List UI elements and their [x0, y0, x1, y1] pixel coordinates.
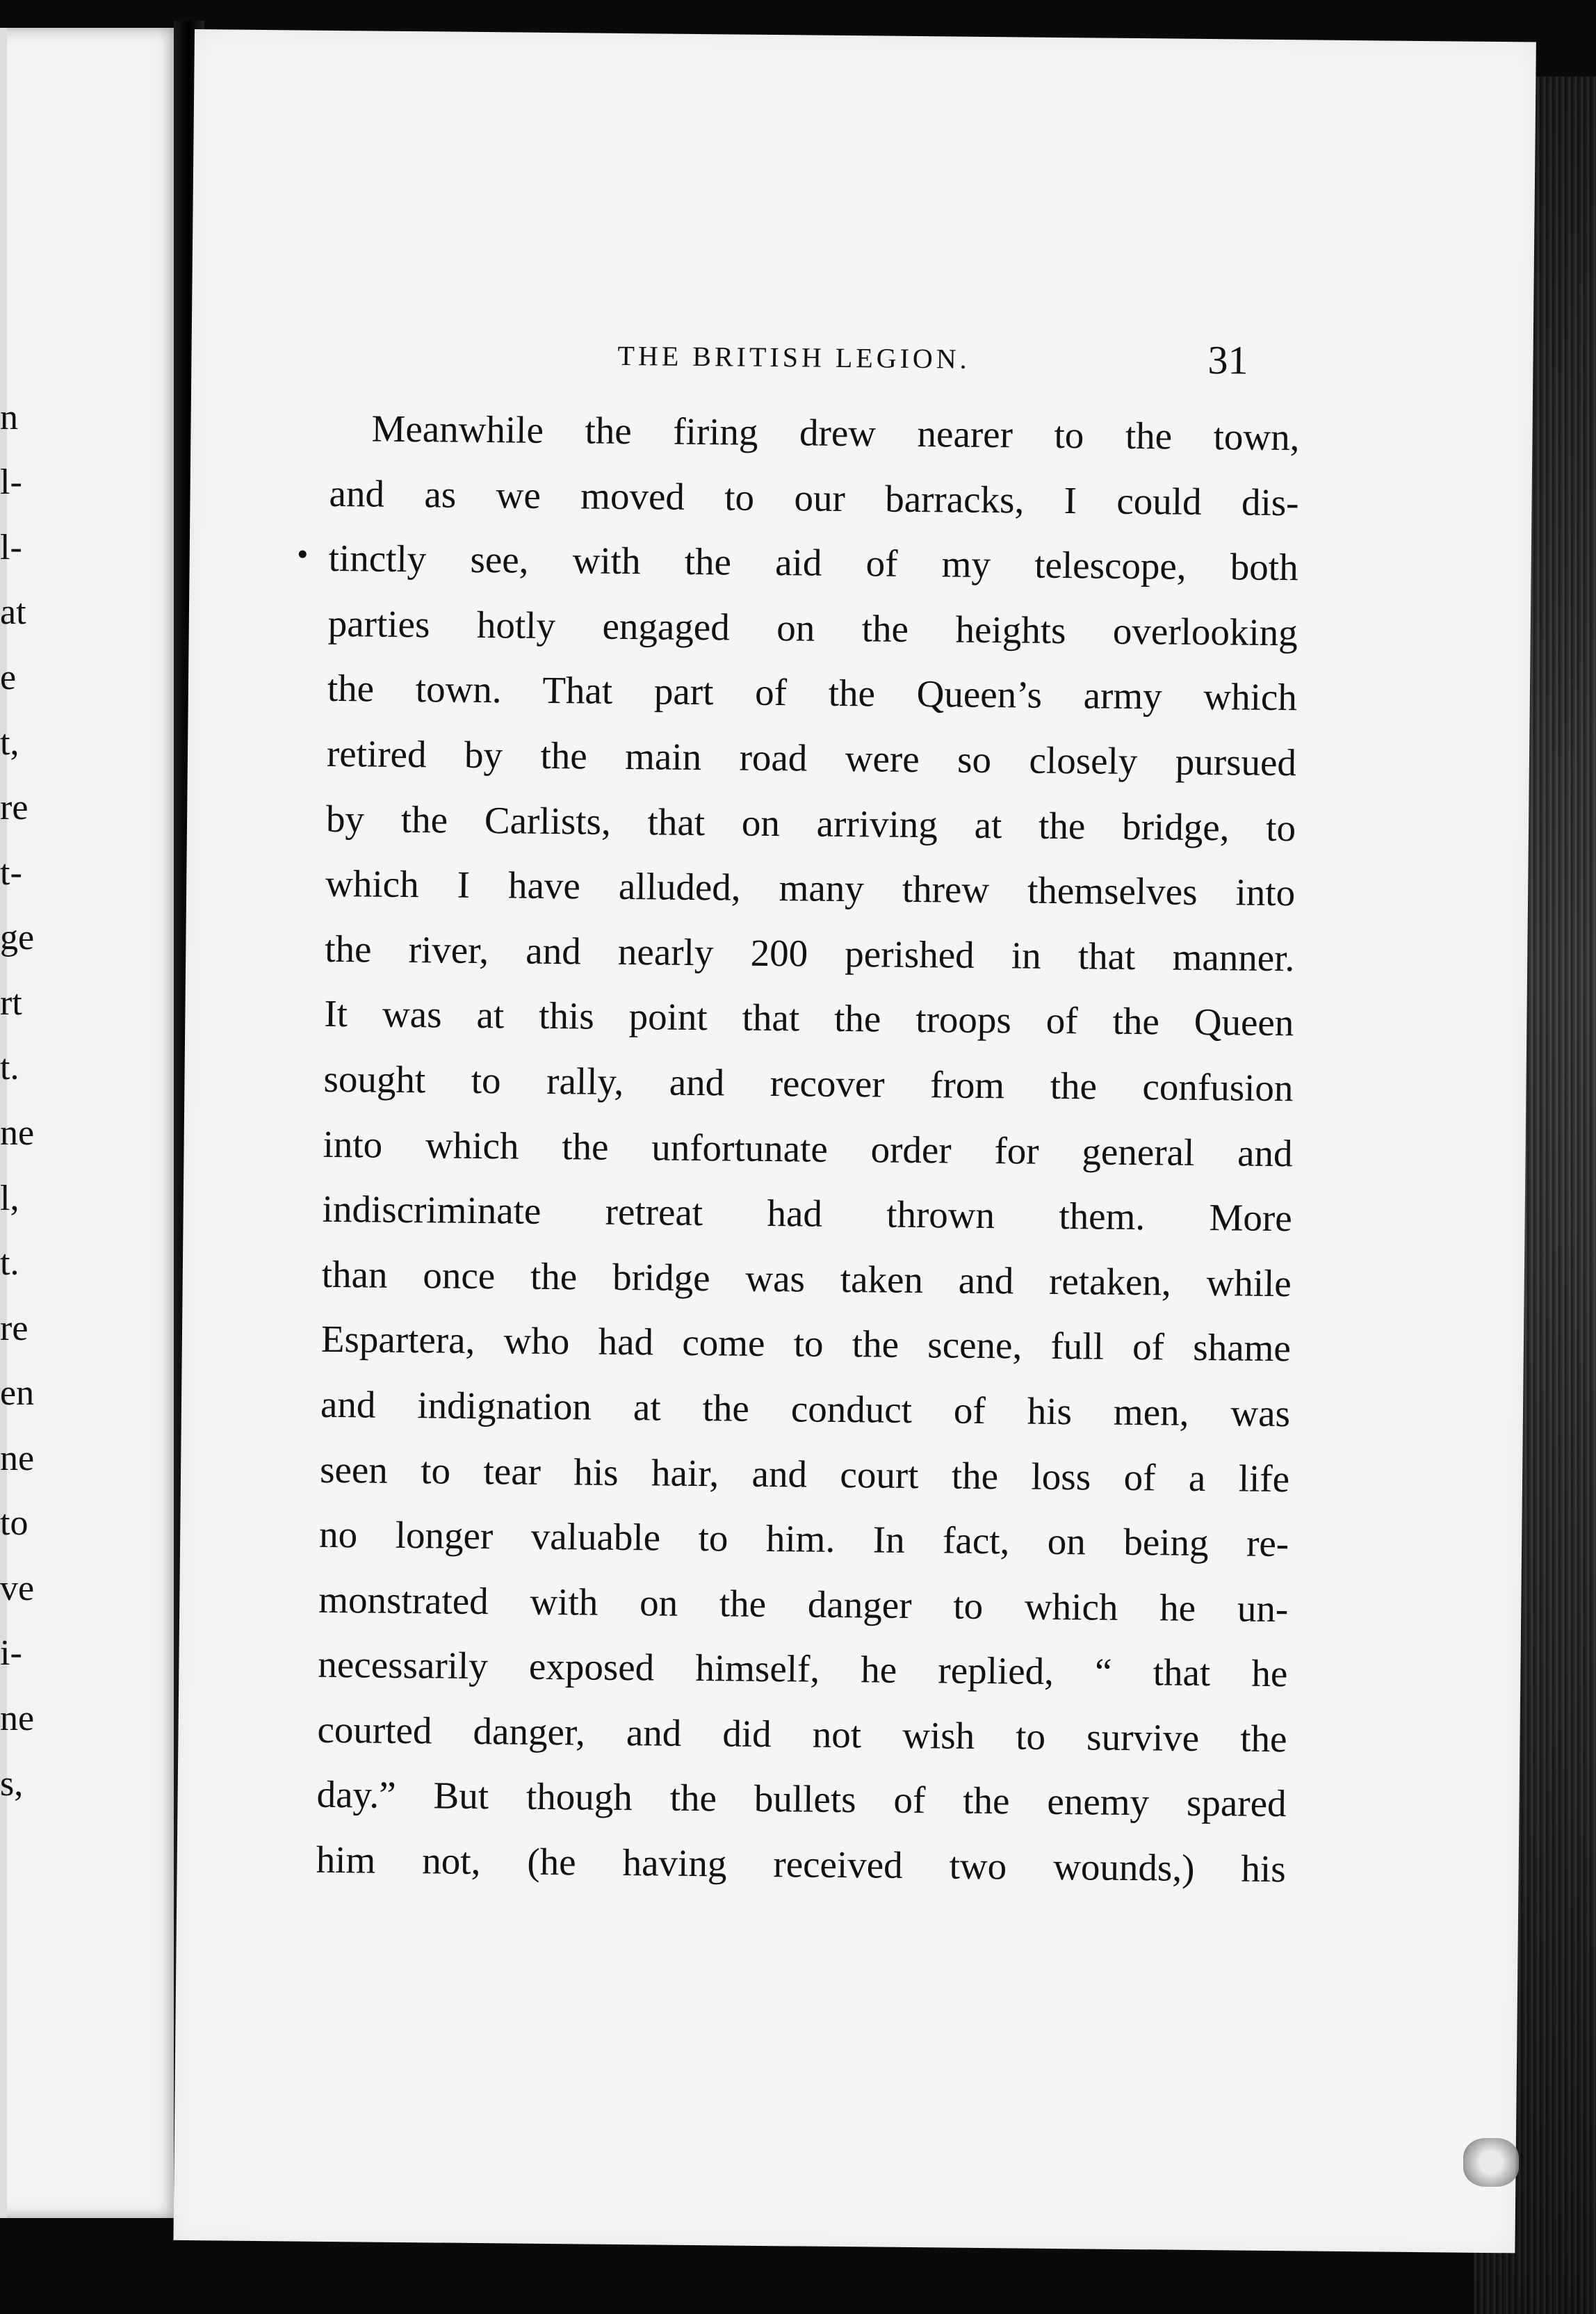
left-page-fragment: e: [0, 658, 17, 697]
text-line: monstrated with on the danger to which he un-: [318, 1578, 1289, 1630]
body-text: [316, 396, 1300, 1902]
left-page-fragment: re: [0, 1309, 28, 1348]
left-page-fragment: ge: [0, 918, 35, 957]
left-page-fragment: i-: [0, 1633, 22, 1673]
text-line: the river, and nearly 200 perished in that manner.: [325, 927, 1295, 979]
page-number: 31: [1207, 337, 1248, 383]
text-line: retired by the main road were so closely pursued: [326, 731, 1297, 784]
left-page-fragment: ne: [0, 1113, 35, 1153]
margin-mark: [299, 550, 307, 558]
left-page-fragment: ne: [0, 1439, 35, 1478]
left-page-fragment: rt: [0, 983, 22, 1023]
left-page-fragment: t,: [0, 723, 19, 763]
left-page-fragment: en: [0, 1373, 35, 1413]
left-page-fragment: t.: [0, 1243, 19, 1283]
left-page-fragment: to: [0, 1503, 28, 1543]
left-page-fragment: s,: [0, 1764, 24, 1804]
text-line: tinctly see, with the aid of my telescope, both: [328, 537, 1298, 589]
text-line: than once the bridge was taken and retaken, while: [321, 1252, 1292, 1304]
text-line: day.” But though the bullets of the enemy spared: [316, 1773, 1287, 1825]
left-page-fragment: at: [0, 592, 26, 632]
left-page-fragment: l,: [0, 1179, 19, 1218]
facing-page-left: [0, 28, 184, 2218]
text-line: necessarily exposed himself, he replied, “ that he: [318, 1643, 1288, 1695]
text-line: into which the unfortunate order for general and: [323, 1122, 1293, 1174]
text-line: parties hotly engaged on the heights overlooking: [327, 601, 1298, 654]
running-head: THE BRITISH LEGION.: [617, 339, 970, 375]
left-page-fragment: ve: [0, 1569, 35, 1608]
left-page-fragment: ne: [0, 1699, 35, 1738]
text-line: Meanwhile the firing drew nearer to the town,: [371, 407, 1300, 459]
left-page-fragment: l-: [0, 528, 22, 567]
left-page-fragment: l-: [0, 462, 22, 502]
left-page-fragment: t.: [0, 1048, 19, 1087]
left-page-fragment: n: [0, 398, 18, 437]
text-line: Espartera, who had come to the scene, full of shame: [320, 1318, 1292, 1370]
text-line: and indignation at the conduct of his men, was: [320, 1382, 1291, 1435]
text-line: seen to tear his hair, and court the loss of a life: [319, 1448, 1290, 1500]
text-line: no longer valuable to him. In fact, on being re-: [318, 1512, 1289, 1565]
text-line: and as we moved to our barracks, I could dis-: [329, 471, 1299, 524]
left-page-fragment: t-: [0, 853, 22, 893]
text-line: by the Carlists, that on arriving at the bridge, to: [325, 797, 1296, 849]
book-page: [173, 29, 1536, 2253]
text-line: the town. That part of the Queen’s army which: [327, 667, 1298, 719]
text-line: indiscriminate retreat had thrown them. More: [322, 1187, 1292, 1240]
library-stamp: [1463, 2138, 1519, 2187]
text-line: sought to rally, and recover from the confusion: [323, 1057, 1294, 1110]
left-page-fragment: re: [0, 788, 28, 827]
text-line: him not, (he having received two wounds,) his: [316, 1838, 1286, 1891]
text-line: courted danger, and did not wish to survive the: [317, 1708, 1287, 1761]
text-line: It was at this point that the troops of the Queen: [324, 992, 1294, 1044]
text-line: which I have alluded, many threw themselves into: [325, 862, 1296, 914]
